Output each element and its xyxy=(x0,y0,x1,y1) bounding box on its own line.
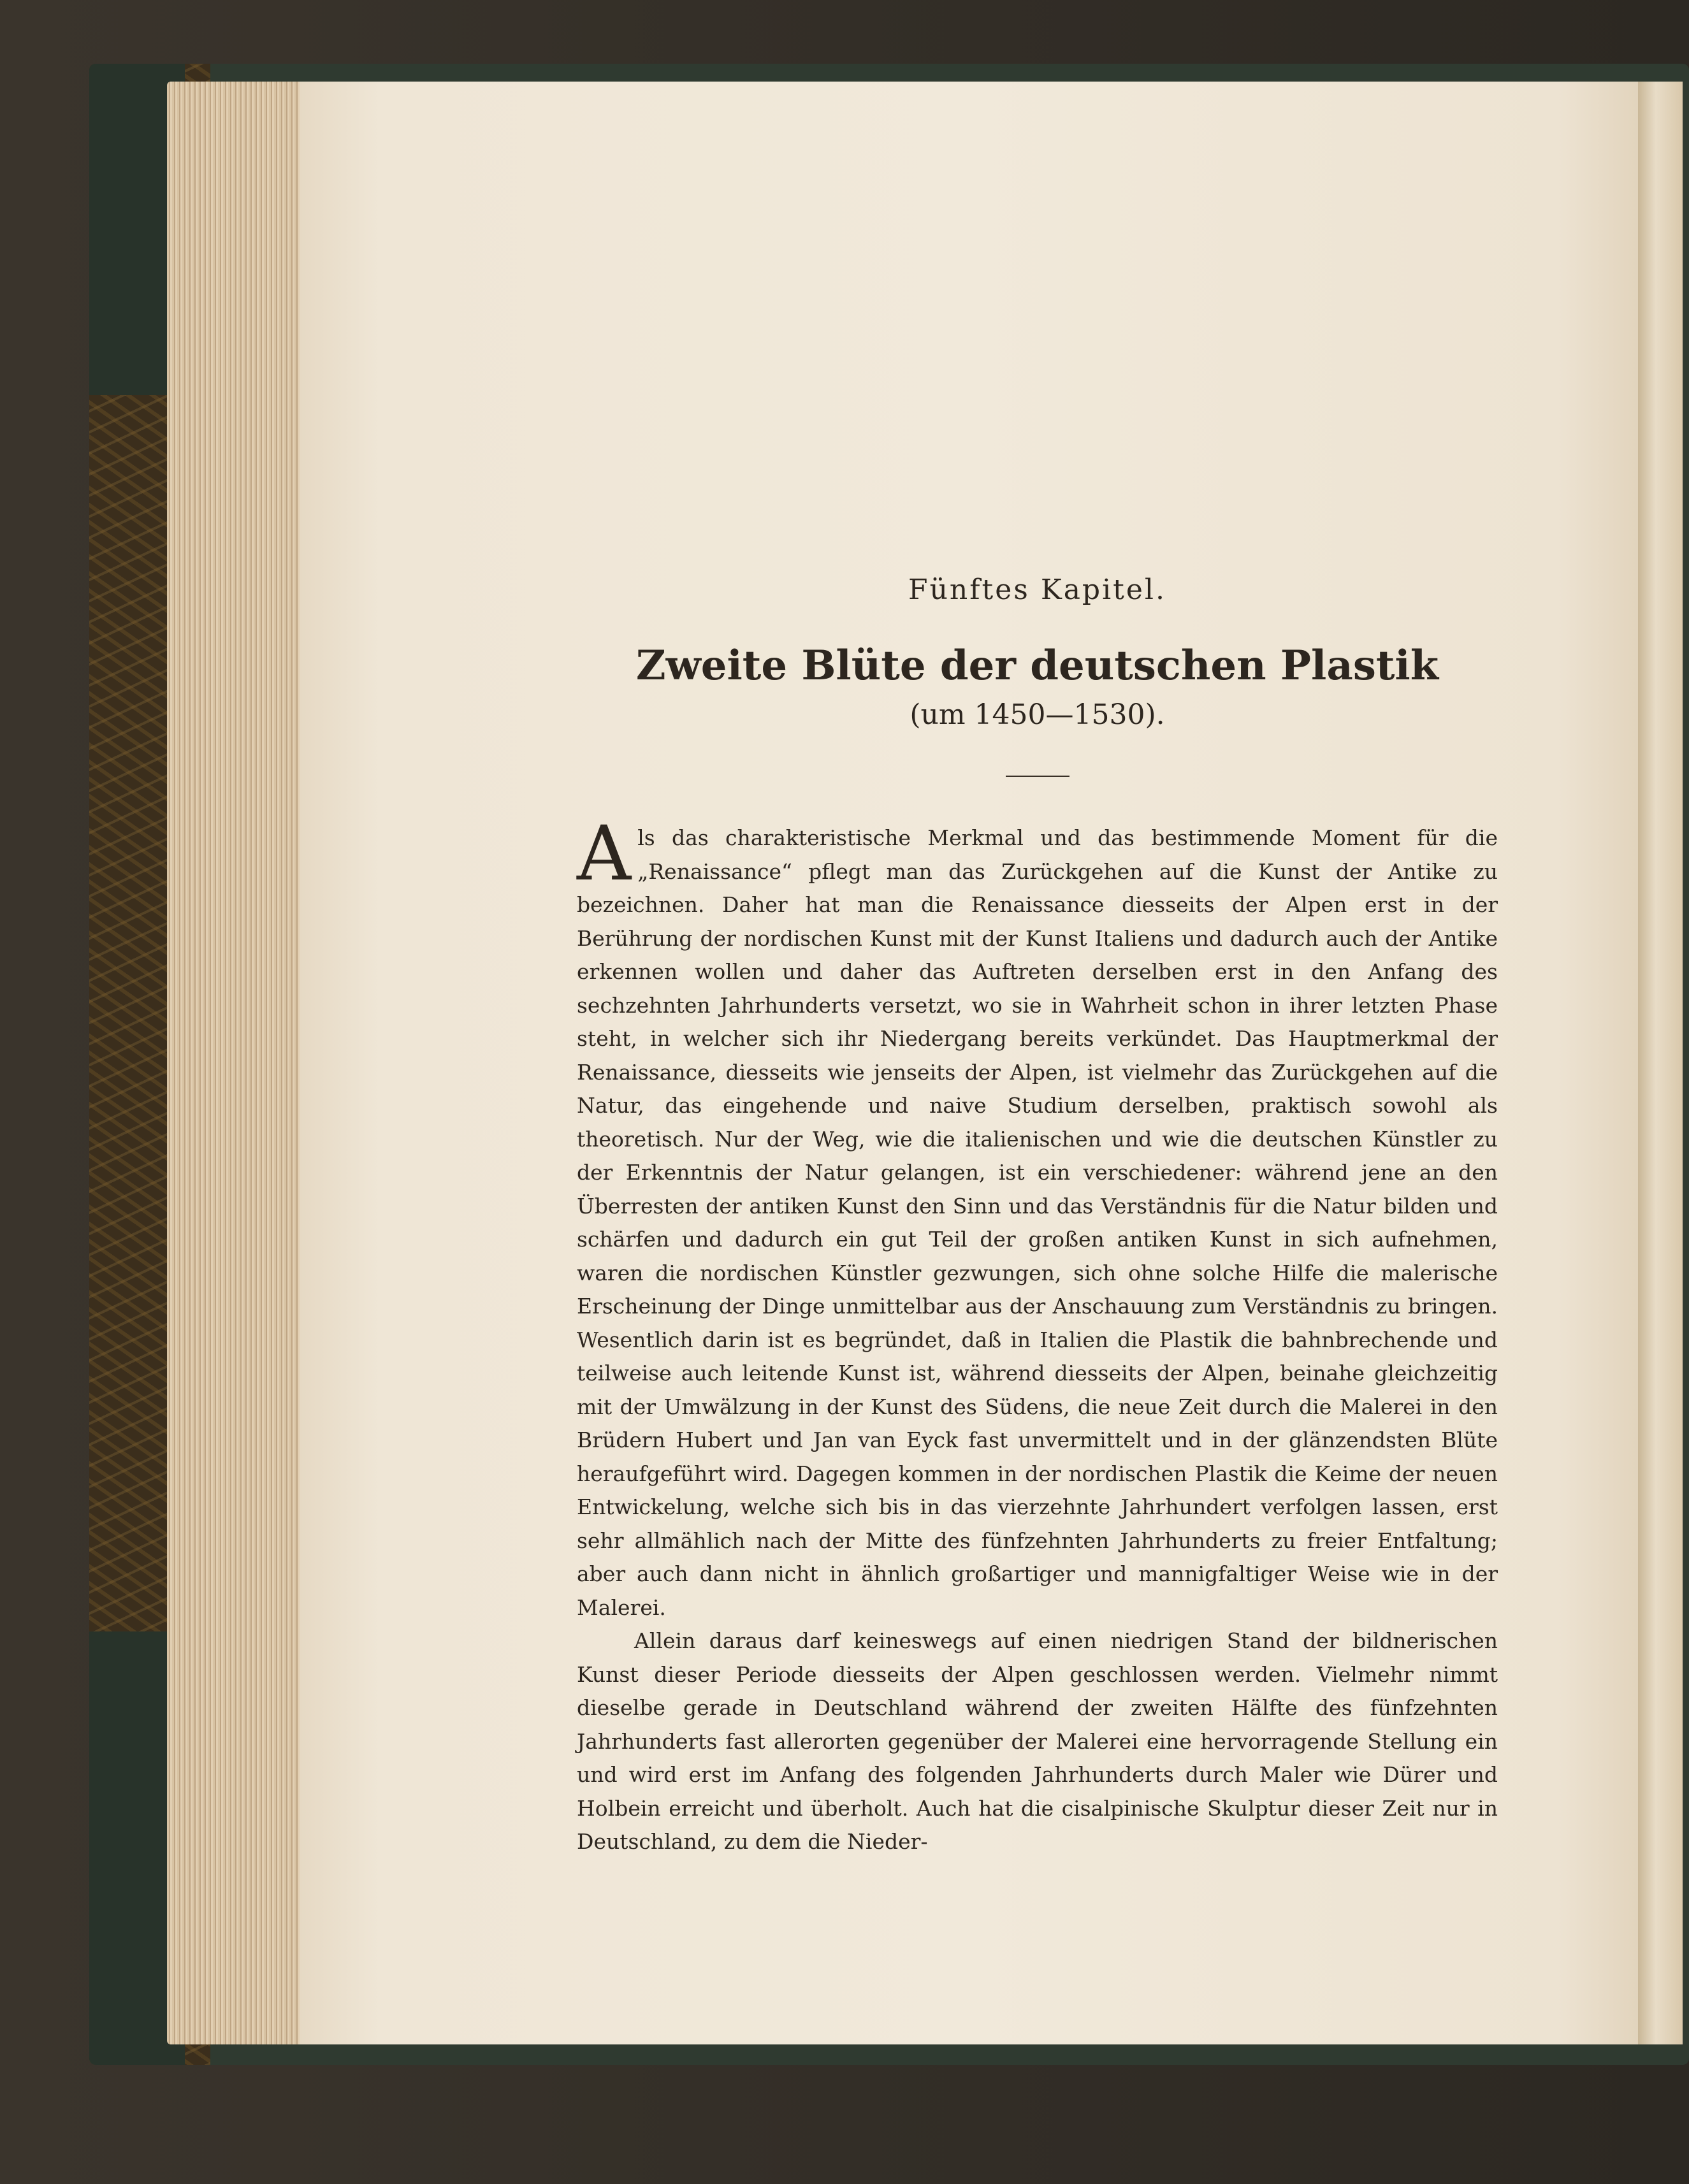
paragraph-1 xyxy=(577,809,1498,1624)
chapter-label: Fünftes Kapitel. xyxy=(908,574,1166,606)
paragraph-2: Allein daraus darf keineswegs auf einen niedrigen Stand der bildnerischen Kunst dieser Periode diesseits der Alpen geschlossen werden. Vielmehr nimmt dieselbe gerade in Deutschland während der zweiten Hälfte des fünfzehnten Jahrhunderts fast allerorten gegenüber der Malerei eine hervorragende Stellung ein und wird erst im Anfang des folgenden Jahrhunderts durch Maler wie Dürer und Holbein erreicht und überholt. Auch hat die cisalpinische Skulptur dieser Zeit nur in Deutschland, zu dem die Nieder- xyxy=(577,1628,1498,1854)
chapter-subtitle: (um 1450—1530). xyxy=(910,698,1165,731)
page-edges xyxy=(167,82,307,2044)
chapter-title: Zweite Blüte der deutschen Plastik xyxy=(635,642,1439,690)
divider-rule xyxy=(1006,776,1069,777)
paragraph-1-text: ls das charakteristische Merkmal und das bestimmende Moment für die „Renaissance“ pflegt man das Zurückgehen auf die Kunst der Antike zu bezeichnen. Daher hat man die Renaissance diesseits der Alpen erst in der Berührung der nordischen Kunst mit der Kunst Italiens und dadurch auch der Antike erkennen wollen und daher das Auftreten derselben erst in den Anfang des sechzehnten Jahrhunderts versetzt, wo sie in Wahrheit schon in ihrer letzten Phase steht, in welcher sich ihr Niedergang bereits verkündet. Das Hauptmerkmal der Renaissance, diesseits wie jenseits der Alpen, ist vielmehr das Zurückgehen auf die Natur, das eingehende und naive Studium derselben, praktisch sowohl als theoretisch. Nur der Weg, wie die italienischen und wie die deutschen Künstler zu der Erkenntnis der Natur gelangen, ist ein verschiedener: während jene an den Überresten der antiken Kunst den Sinn und das Verständnis für die Natur bilden und schärfen und dadurch ein gut Teil der großen antiken Kunst in sich aufnehmen, waren die nordischen Künstler gezwungen, sich ohne solche Hilfe die malerische Erscheinung der Dinge unmittelbar aus der Anschauung zum Verständnis zu bringen. Wesentlich darin ist es begründet, daß in Italien die Plastik die bahnbrechende und teilweise auch leitende Kunst ist, während diesseits der Alpen, beinahe gleichzeitig mit der Umwälzung in der Kunst des Südens, die neue Zeit durch die Malerei in den Brüdern Hubert und Jan van Eyck fast unvermittelt und in der glänzendsten Blüte heraufgeführt wird. Dagegen kommen in der nordischen Plastik die Keime der neuen Entwickelung, welche sich bis in das vierzehnte Jahrhundert verfolgen lassen, erst sehr allmählich nach der Mitte des fünfzehnten Jahrhunderts zu freier Entfaltung; aber auch dann nicht in ähnlich großartiger und mannigfaltiger Weise wie in der Malerei. xyxy=(577,825,1498,1620)
page-content xyxy=(577,574,1498,1859)
drop-cap: A xyxy=(577,809,632,897)
facing-page-edge xyxy=(1638,82,1683,2044)
